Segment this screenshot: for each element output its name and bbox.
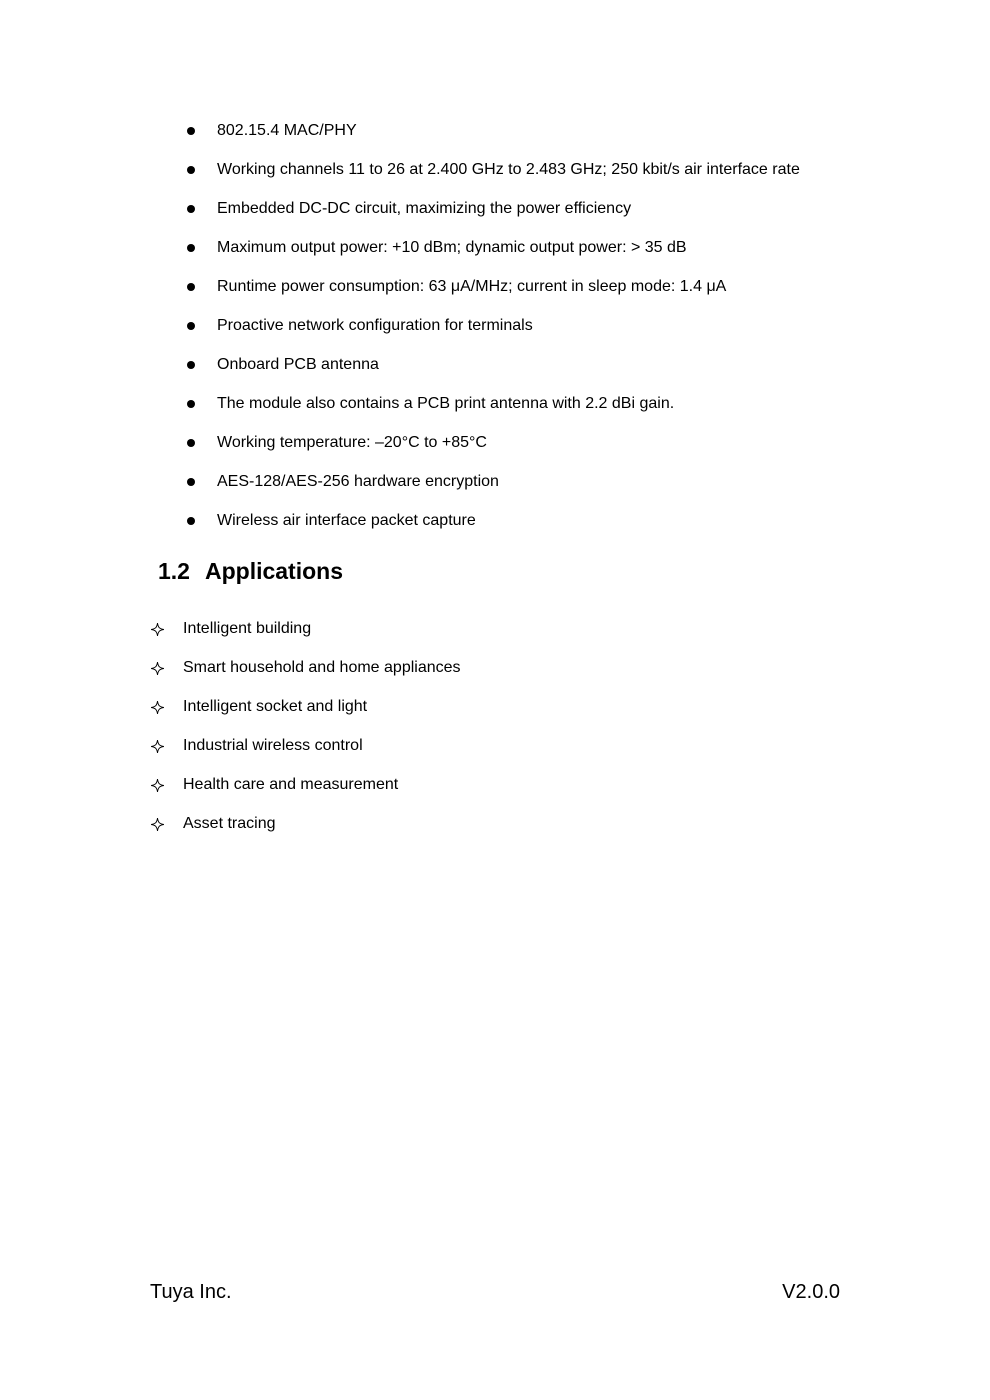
list-item <box>187 508 990 534</box>
footer-version: V2.0.0 <box>782 1281 840 1303</box>
application-text: Asset tracing <box>183 815 276 832</box>
circle-bullet-icon <box>187 127 195 135</box>
features-list <box>0 0 990 534</box>
list-item <box>187 313 990 339</box>
feature-text: Runtime power consumption: 63 μA/MHz; current in sleep mode: 1.4 μA <box>217 278 727 295</box>
list-item <box>187 391 990 417</box>
list-item <box>150 811 990 837</box>
four-pointed-star-icon <box>150 817 165 832</box>
four-pointed-star-icon <box>150 661 165 676</box>
list-item <box>150 694 990 720</box>
four-pointed-star-icon <box>150 778 165 793</box>
list-item <box>187 118 990 144</box>
feature-text: AES-128/AES-256 hardware encryption <box>217 473 499 490</box>
circle-bullet-icon <box>187 400 195 408</box>
feature-text: Proactive network configuration for terminals <box>217 317 533 334</box>
four-pointed-star-icon <box>150 622 165 637</box>
feature-text: Working temperature: –20°C to +85°C <box>217 434 487 451</box>
application-text: Intelligent socket and light <box>183 698 368 715</box>
four-pointed-star-icon <box>150 700 165 715</box>
list-item <box>187 196 990 222</box>
list-item <box>187 235 990 261</box>
application-text: Smart household and home appliances <box>183 659 461 676</box>
list-item <box>187 430 990 456</box>
feature-text: Maximum output power: +10 dBm; dynamic output power: > 35 dB <box>217 239 687 256</box>
section-number: 1.2 <box>158 558 190 584</box>
section-heading <box>158 556 990 586</box>
application-text: Intelligent building <box>183 620 312 637</box>
application-text: Health care and measurement <box>183 776 399 793</box>
feature-text: Onboard PCB antenna <box>217 356 379 373</box>
circle-bullet-icon <box>187 439 195 447</box>
feature-text: 802.15.4 MAC/PHY <box>217 122 357 139</box>
list-item <box>187 469 990 495</box>
feature-text: Working channels 11 to 26 at 2.400 GHz to 2.483 GHz; 250 kbit/s air interface rate <box>217 161 800 178</box>
application-text: Industrial wireless control <box>183 737 363 754</box>
list-item <box>150 772 990 798</box>
circle-bullet-icon <box>187 478 195 486</box>
feature-text: Wireless air interface packet capture <box>217 512 476 529</box>
page-footer <box>150 1278 840 1306</box>
applications-list <box>0 586 990 837</box>
feature-text: Embedded DC-DC circuit, maximizing the power efficiency <box>217 200 632 217</box>
list-item <box>187 157 990 183</box>
circle-bullet-icon <box>187 166 195 174</box>
section-title: Applications <box>204 558 343 584</box>
circle-bullet-icon <box>187 205 195 213</box>
circle-bullet-icon <box>187 244 195 252</box>
list-item <box>150 733 990 759</box>
circle-bullet-icon <box>187 283 195 291</box>
circle-bullet-icon <box>187 517 195 525</box>
list-item <box>150 616 990 642</box>
list-item <box>187 352 990 378</box>
footer-company: Tuya Inc. <box>150 1281 232 1303</box>
feature-text: The module also contains a PCB print antenna with 2.2 dBi gain. <box>217 395 675 412</box>
circle-bullet-icon <box>187 361 195 369</box>
circle-bullet-icon <box>187 322 195 330</box>
four-pointed-star-icon <box>150 739 165 754</box>
list-item <box>187 274 990 300</box>
list-item <box>150 655 990 681</box>
